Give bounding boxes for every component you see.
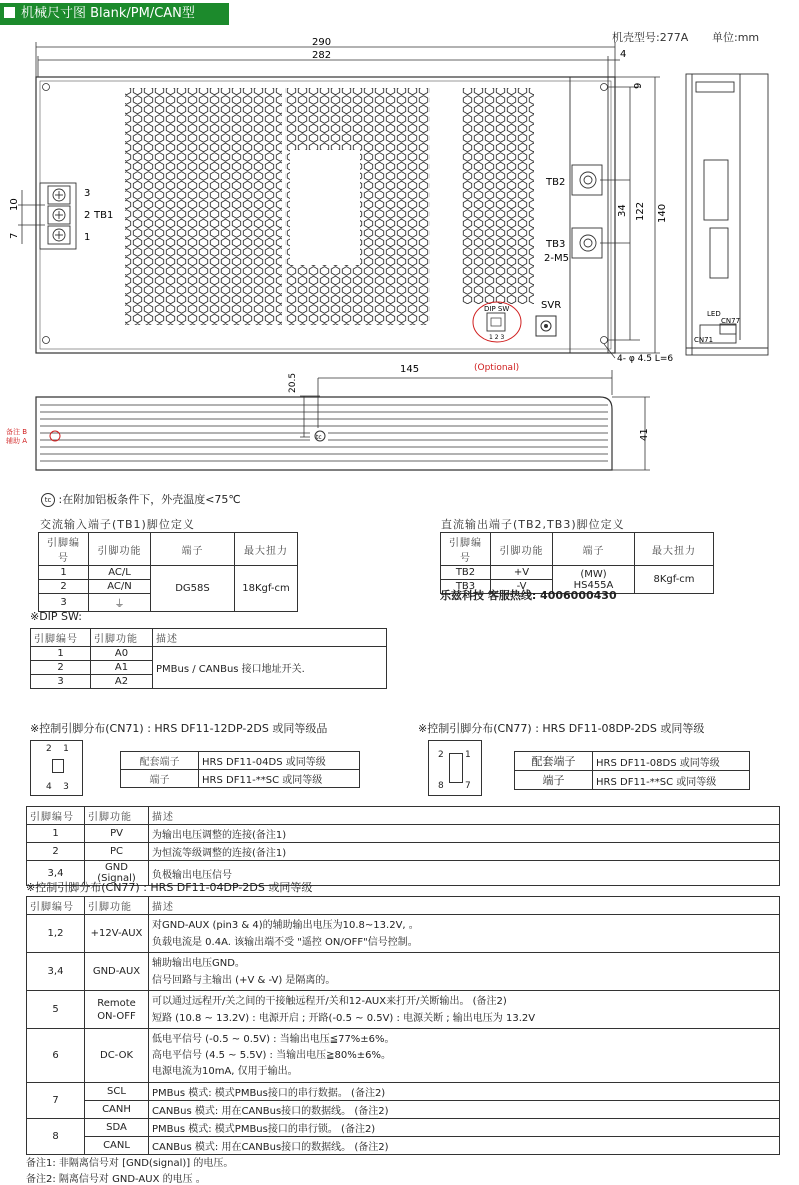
unit-label: 单位:mm xyxy=(712,31,760,44)
svr-label: SVR xyxy=(541,300,562,311)
cn77-top-title: ※控制引脚分布(CN77) : HRS DF11-08DP-2DS 或同等级 xyxy=(418,722,705,735)
cn71-label: CN71 xyxy=(694,336,714,344)
svg-text:tc: tc xyxy=(316,434,322,441)
tb1-label: TB1 xyxy=(94,210,114,221)
m5-label: 2-M5 xyxy=(544,253,569,264)
dim-122: 122 xyxy=(635,201,646,221)
cn71-title: ※控制引脚分布(CN71) : HRS DF11-12DP-2DS 或同等级品 xyxy=(30,722,328,735)
dim-34: 34 xyxy=(617,204,628,217)
cn77-title: ※控制引脚分布(CN77) : HRS DF11-04DP-2DS 或同等级 xyxy=(26,881,313,894)
dim-140: 140 xyxy=(657,203,668,223)
cn77-label: CN77 xyxy=(721,317,741,325)
cn71-connector: 2 1 4 3 xyxy=(30,740,83,796)
mechanical-drawing xyxy=(0,35,799,500)
tb1-title: 交流输入端子(TB1)脚位定义 xyxy=(40,518,195,531)
note-2: 备注2: 隔离信号对 GND-AUX 的电压 。 xyxy=(26,1174,206,1185)
dim-9: 9 xyxy=(633,82,644,89)
cn77-mate-table: 配套端子 HRS DF11-08DS 或同等级 端子 HRS DF11-**SC 或同等级 xyxy=(514,751,750,790)
hole-spec: 4- φ 4.5 L=6 xyxy=(617,354,674,364)
cn71-mate-table: 配套端子 HRS DF11-04DS 或同等级 端子 HRS DF11-**SC 或同等级 xyxy=(120,751,360,788)
hotline: 乐兹科技 客服热线: 4006000430 xyxy=(440,589,617,602)
tb1-table: 引脚编号 引脚功能 端子 最大扭力 1 AC/L DG58S 18Kgf-cm 2 AC/N 3 ⏚ xyxy=(38,532,298,612)
dipsw-label: DIP SW xyxy=(484,305,510,313)
tb1-pin3: 3 xyxy=(84,188,91,199)
dim-4: 4 xyxy=(620,49,627,60)
note-1: 备注1: 非隔离信号对 [GND(signal)] 的电压。 xyxy=(26,1158,234,1169)
square-icon xyxy=(4,7,15,18)
cn71-pin-table: 引脚编号 引脚功能 描述 1 PV 为输出电压调整的连接(备注1) 2 PC 为恒流等级调整的连接(备注1) 3,4 GND (Signal) 负极输出电压信号 xyxy=(26,806,780,886)
case-number: 机壳型号:277A xyxy=(612,31,689,44)
tb2-table: 引脚编号 引脚功能 端子 最大扭力 TB2 +V (MW) HS455A 8Kgf-cm TB3 -V xyxy=(440,532,714,594)
tc-icon: tc xyxy=(41,493,55,507)
cn77-connector: 2 1 8 7 xyxy=(428,740,482,796)
dim-20-5: 20.5 xyxy=(288,372,298,393)
dim-290: 290 xyxy=(312,37,332,48)
dipsw-table: 引脚编号 引脚功能 描述 1 A0 PMBus / CANBus 接口地址开关. 2 A1 3 A2 xyxy=(30,628,387,689)
note-a-label: 辅助 A xyxy=(6,437,28,445)
dim-145: 145 xyxy=(400,364,420,375)
dim-41: 41 xyxy=(639,428,650,441)
section-header xyxy=(0,3,229,25)
dipsw-title: ※DIP SW: xyxy=(30,610,82,623)
dim-7: 7 xyxy=(9,232,20,239)
optional-label: (Optional) xyxy=(474,363,520,373)
cn77-pin-table: 引脚编号 引脚功能 描述 1,2 +12V-AUX 对GND-AUX (pin3 & 4)的辅助输出电压为10.8~13.2V, 。 负载电流是 0.4A. 该输出端不受 "遥控 ON/OFF"信号控制。 3,4 GND-AUX 辅助输出电压GND。 信号回路与主输出 (+V & -V) 是隔离的。 5 Remote ON-OFF 可以通过远程开/关之间的干接触远程开/关和12-AUX来打开/关断输出。 (备注2) 短路 (10.8 ~ 13.2V) : 电源开启 ; 开路(-0.5 ~ 0.5V) : 电源关断 ; 输出电压为 13.2V 6 DC-OK 低电平信号 (-0.5 ~ 0.5V) : 当输出电压≦77%±6%。 高电平信号 (4.5 ~ 5.5V) : 当输出电压≧80%±6%。 电源电流为10mA, 仅用于输出。 7 SCL PMBus 模式: 模式PMBus接口的串行数据。 (备注2) CANH CANBus 模式: 用在CANBus接口的数据线。 (备注2) 8 SDA PMBus 模式: 模式PMBus接口的串行锁。 (备注2) CANL CANBus 模式: 用在CANBus接口的数据线。 (备注2) xyxy=(26,896,780,1155)
tb1-pin1: 1 xyxy=(84,232,91,243)
dim-282: 282 xyxy=(312,50,332,61)
tb3-label: TB3 xyxy=(546,239,566,250)
dipsw-pins: 1 2 3 xyxy=(489,334,505,341)
led-label: LED xyxy=(707,310,721,318)
note-b-label: 备注 B xyxy=(6,428,28,436)
tb1-pin2: 2 xyxy=(84,210,91,221)
tc-note: tc :在附加铝板条件下，外壳温度<75℃ xyxy=(41,491,241,507)
header-title: 机械尺寸图 Blank/PM/CAN型 xyxy=(21,6,195,21)
dim-10: 10 xyxy=(9,198,20,211)
tb2-title: 直流输出端子(TB2,TB3)脚位定义 xyxy=(441,518,625,531)
tb2-label: TB2 xyxy=(546,177,566,188)
ground-icon: ⏚ xyxy=(89,594,151,612)
